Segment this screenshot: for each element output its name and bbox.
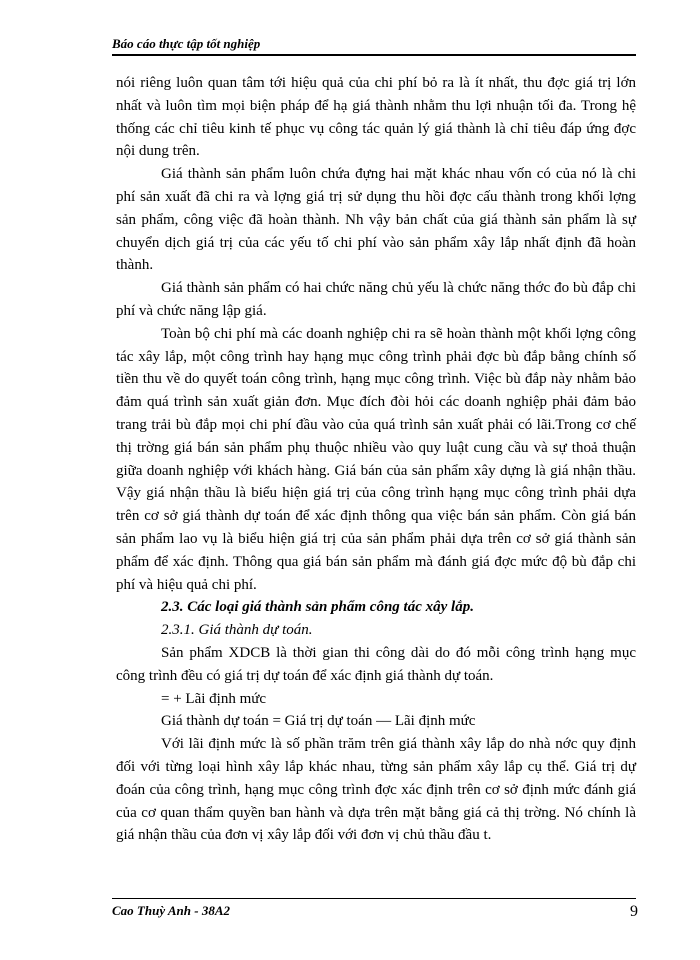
formula-line-1: = + Lãi định mức: [161, 690, 267, 707]
paragraph-intro: nói riêng luôn quan tâm tới hiệu quả của chi phí bỏ ra là ít nhất, thu đợc giá trị lớn nhất và luôn tìm mọi biện pháp để hạ giá thành nhằm thu lợi nhuận tối đa. Trong hệ thống các chỉ tiêu kinh tế phục vụ công tác quản lý giá thành là chỉ tiêu đáp ứng đợc nội dung trên.: [116, 75, 636, 160]
subsection-heading: 2.3.1. Giá thành dự toán.: [161, 622, 313, 639]
formula-line-2: Giá thành dự toán = Giá trị dự toán — Lãi định mức: [161, 713, 476, 730]
paragraph-costs: Toàn bộ chi phí mà các doanh nghiệp chi ra sẽ hoàn thành một khối lợng công tác xây lắp, một công trình hay hạng mục công trình phải đợc bù đắp bằng chính số tiền thu về do quyết toán công trình, hạng mục công trình. Việc bù đắp này nhằm bảo đảm quá trình sản xuất giản đơn. Mục đích đòi hỏi các doanh nghiệp phải đảm bảo trang trải bù đắp mọi chi phí đầu vào của quá trình sản xuất phải có lãi.Trong cơ chế thị trờng giá bán sản phẩm phụ thuộc nhiều vào quy luật cung cầu và sự thoả thuận giữa doanh nghiệp với khách hàng. Giá bán của sản phẩm xây dựng là giá nhận thầu. Vậy giá nhận thầu là biểu hiện giá trị của công trình hạng mục công trình phải dựa trên cơ sở giá thành dự toán để xác định thông qua việc bán sản phẩm. Còn giá bán sản phẩm lao vụ là biểu hiện giá trị của sản phẩm phải dựa trên cơ sở giá thành sản phẩm để xác định. Thông qua giá bán sản phẩm mà đánh giá đợc mức độ bù đắp chi phí và hiệu quả chi phí.: [116, 325, 636, 593]
section-heading: 2.3. Các loại giá thành sản phẩm công tác xây lắp.: [161, 599, 474, 616]
paragraph-profit-rate: Với lãi định mức là số phần trăm trên giá thành xây lắp do nhà nớc quy định đối với từng loại hình xây lắp khác nhau, từng sản phẩm xây lắp cụ thể. Giá trị dự đoán của công trình, hạng mục công trình đợc xác định trên cơ sở định mức đánh giá của cơ quan thẩm quyền ban hành và dựa trên mặt bằng giá cả thị trờng. Nó chính là giá nhận thầu của đơn vị xây lắp đối với đơn vị chủ thầu đầu t.: [116, 736, 636, 844]
footer-author: Cao Thuỳ Anh - 38A2: [112, 903, 230, 918]
page-footer: [112, 898, 636, 920]
header-title: Báo cáo thực tập tốt nghiệp: [112, 36, 261, 51]
paragraph-functions: Giá thành sản phẩm có hai chức năng chủ yếu là chức năng thớc đo bù đắp chi phí và chức năng lập giá.: [116, 280, 636, 319]
paragraph-xdcb: Sản phẩm XDCB là thời gian thi công dài do đó mỗi công trình hạng mục công trình đều có giá trị dự toán để xác định giá thành dự toán.: [116, 644, 636, 684]
page-header: [112, 36, 636, 56]
document-body: [116, 72, 636, 847]
paragraph-two-aspects: Giá thành sản phẩm luôn chứa đựng hai mặt khác nhau vốn có của nó là chi phí sản xuất đã chi ra và lợng giá trị sử dụng thu hồi đợc cấu thành trong khối lợng sản phẩm, công việc đã hoàn thành. Nh vậy bản chất của giá thành sản phẩm là sự chuyển dịch giá trị của các yếu tố chi phí vào sản phẩm xây lắp nhất định đã hoàn thành.: [116, 166, 636, 274]
page-number: 9: [630, 903, 638, 920]
